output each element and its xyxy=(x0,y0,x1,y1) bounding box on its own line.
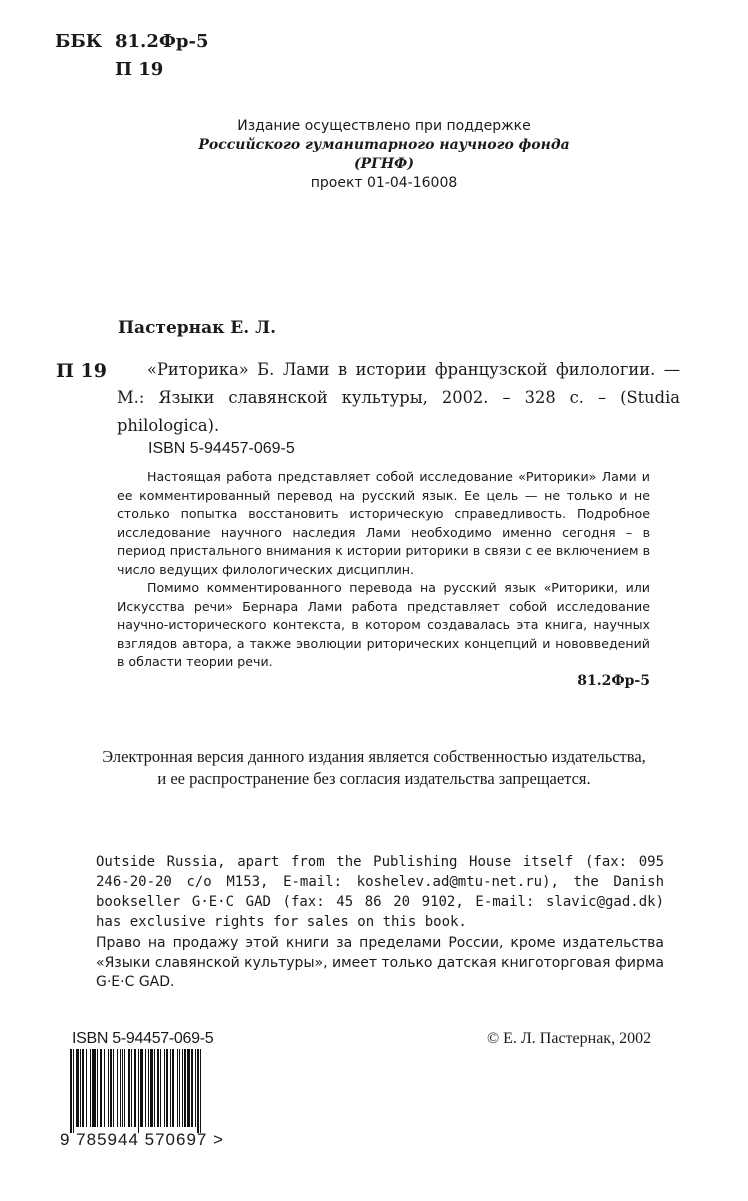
bbk-index: П 19 xyxy=(115,59,164,80)
support-line-3: (РГНФ) xyxy=(354,156,414,172)
barcode-bar xyxy=(97,1049,98,1127)
barcode-bar xyxy=(182,1049,183,1127)
barcode-bar xyxy=(164,1049,165,1127)
catalog-isbn: ISBN 5-94457-069-5 xyxy=(148,440,295,457)
bbk-code: 81.2Фр-5 xyxy=(115,31,209,52)
barcode xyxy=(60,1030,238,1160)
catalog-entry: «Риторика» Б. Лами в истории французской филологии. — М.: Языки славянской культуры, 2002. – 328 с. – (Studia philologica). xyxy=(117,360,680,435)
barcode-digits: 9 785944 570697 > xyxy=(60,1130,225,1149)
abstract xyxy=(117,468,650,690)
barcode-bar xyxy=(200,1049,201,1133)
barcode-bar xyxy=(187,1049,190,1127)
barcode-bar xyxy=(177,1049,178,1127)
copyright: © Е. Л. Пастернак, 2002 xyxy=(487,1030,652,1047)
abstract-paragraph-2: Помимо комментированного перевода на русский язык «Риторики, или Искусства речи» Бернара Лами работа представляет собой исследование научно-исторического контекста, в котором создавалась эта книга, научных взглядов автора, а также эволюции риторических концепций и нововведений в области теории речи. xyxy=(117,580,650,669)
barcode-bar xyxy=(148,1049,149,1127)
barcode-bar xyxy=(150,1049,153,1127)
barcode-bar xyxy=(124,1049,125,1127)
abstract-code: 81.2Фр-5 xyxy=(577,672,650,689)
barcode-bar xyxy=(134,1049,136,1127)
barcode-bar xyxy=(90,1049,91,1127)
barcode-bar xyxy=(92,1049,96,1127)
rights-russian: Право на продажу этой книги за пределами России, кроме издательства «Языки славянской культуры», имеет только датская книготорговая фирма G·E·C GAD. xyxy=(96,935,664,990)
support-notice xyxy=(150,117,618,193)
barcode-bar xyxy=(172,1049,174,1127)
barcode-bar xyxy=(140,1049,143,1127)
barcode-bar xyxy=(166,1049,168,1127)
barcode-bar xyxy=(113,1049,114,1127)
barcode-bar xyxy=(70,1049,72,1133)
barcode-bar xyxy=(76,1049,79,1127)
barcode-bar xyxy=(80,1049,81,1127)
catalog-code: П 19 xyxy=(56,360,107,382)
barcode-bar xyxy=(110,1049,112,1127)
support-line-4: проект 01-04-16008 xyxy=(310,175,458,191)
bbk-label: ББК xyxy=(55,31,103,52)
barcode-bar xyxy=(191,1049,193,1127)
barcode-bar xyxy=(131,1049,132,1127)
barcode-bar xyxy=(145,1049,146,1127)
barcode-bar xyxy=(138,1049,139,1133)
barcode-bar xyxy=(100,1049,102,1127)
barcode-bar xyxy=(157,1049,159,1127)
abstract-paragraph-1: Настоящая работа представляет собой исследование «Риторики» Лами и ее комментированный перевод на русский язык. Ее цель — не только и не столько попытка восстановить историческую справедливость. Подробное исследование научного наследия Лами необходимо именно сегодня – в период пристального внимания к истории риторики в связи с ее включением в число ведущих филологических дисциплин. xyxy=(117,469,650,577)
barcode-bar xyxy=(179,1049,180,1127)
notice-line-1: Электронная версия данного издания является собственностью издательства, xyxy=(102,747,646,766)
barcode-bar xyxy=(160,1049,161,1127)
barcode-bars xyxy=(60,1049,238,1133)
barcode-bar xyxy=(104,1049,105,1127)
support-line-2: Российского гуманитарного научного фонда xyxy=(198,137,570,153)
barcode-bar xyxy=(128,1049,130,1127)
barcode-isbn: ISBN 5-94457-069-5 xyxy=(72,1030,214,1047)
barcode-bar xyxy=(108,1049,109,1127)
barcode-bar xyxy=(184,1049,186,1127)
notice-line-2: и ее распространение без согласия издательства запрещается. xyxy=(157,769,591,788)
barcode-bar xyxy=(154,1049,155,1127)
rights-english: Outside Russia, apart from the Publishing House itself (fax: 095 246-20-20 c/o M153, E-mail: koshelev.ad@mtu-net.ru), the Danish bookseller G·E·C GAD (fax: 45 86 20 9102, E-mail: slavic@gad.dk) has exclusive rights for sales on this book. xyxy=(96,854,664,930)
barcode-bar xyxy=(73,1049,74,1133)
barcode-bar xyxy=(120,1049,121,1127)
barcode-bar xyxy=(82,1049,84,1127)
barcode-bar xyxy=(122,1049,123,1127)
barcode-bar xyxy=(195,1049,196,1127)
barcode-bar xyxy=(86,1049,87,1127)
barcode-bar xyxy=(197,1049,199,1133)
barcode-bar xyxy=(170,1049,171,1127)
barcode-bar xyxy=(117,1049,118,1127)
support-line-1: Издание осуществлено при поддержке xyxy=(237,118,531,134)
electronic-notice xyxy=(20,746,728,790)
author-heading: Пастернак Е. Л. xyxy=(118,318,277,338)
bbk-block xyxy=(55,28,209,84)
